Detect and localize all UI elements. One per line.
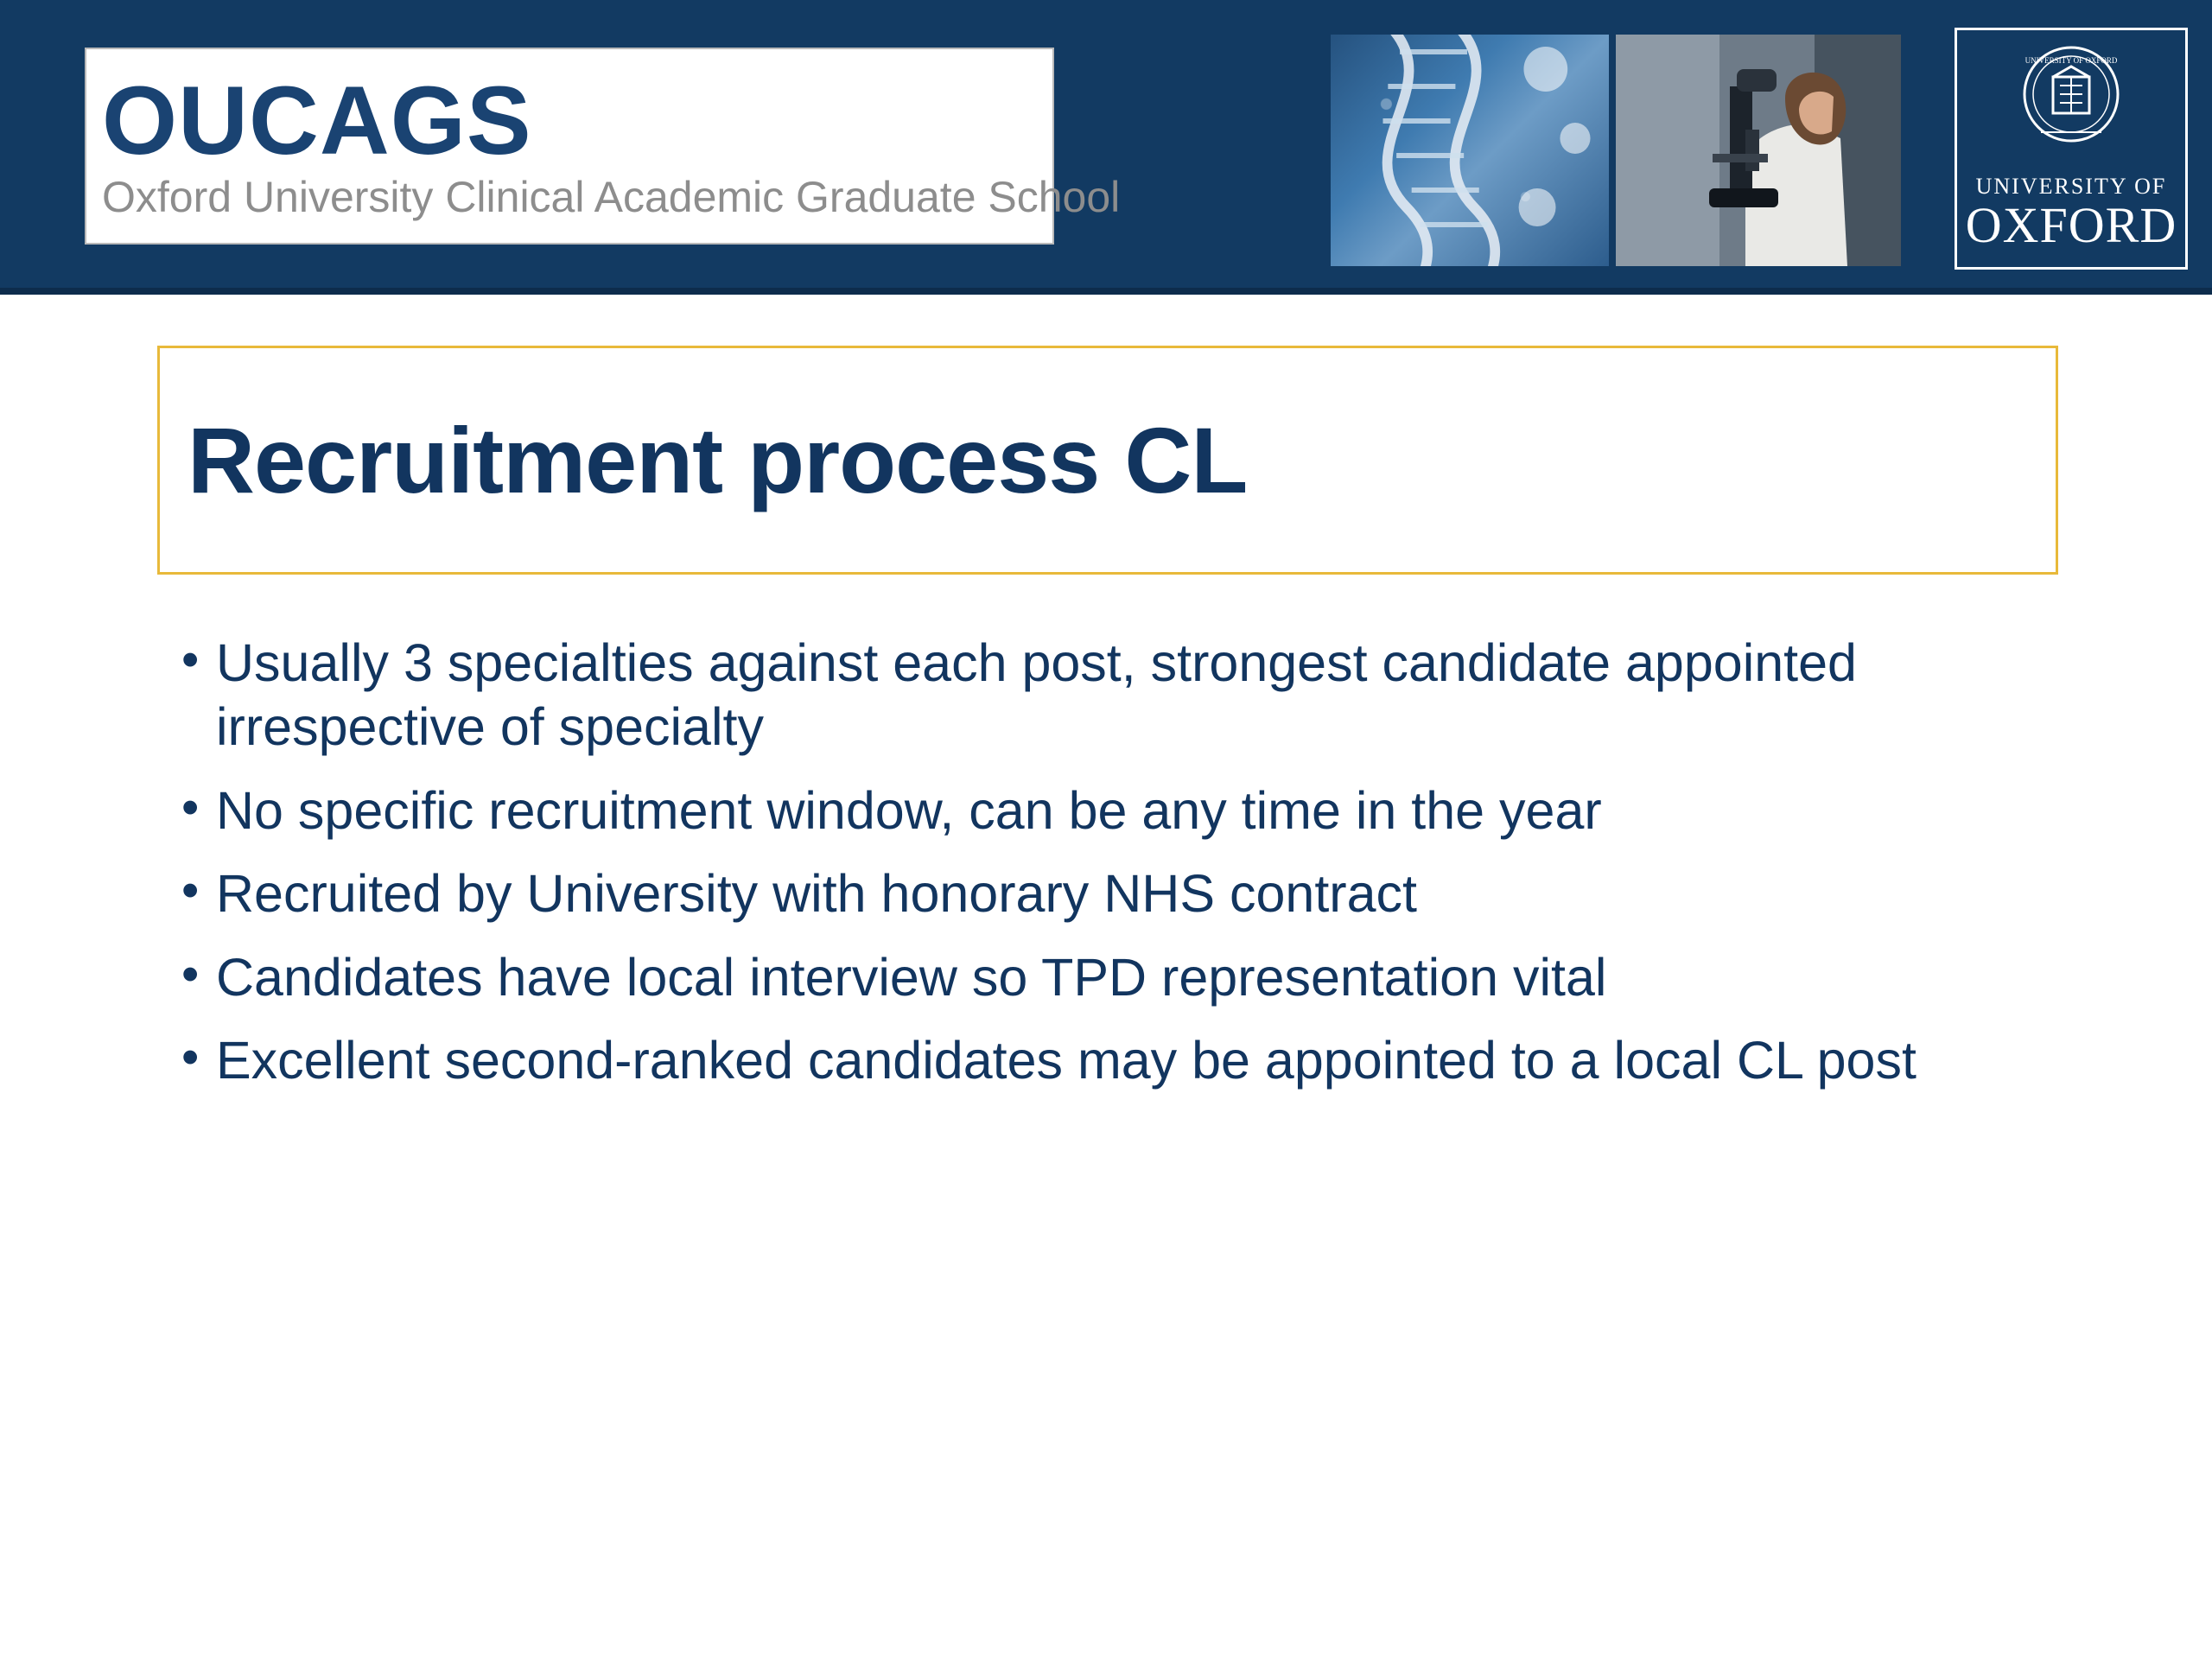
bullet-marker-icon: • <box>181 1029 200 1086</box>
microscope-icon <box>1616 35 1901 266</box>
oxford-university-of-label: UNIVERSITY OF <box>1975 174 2167 199</box>
bullet-list <box>169 631 2070 1111</box>
list-item-text: Recruited by University with honorary NHS contract <box>216 864 1417 924</box>
bullet-marker-icon: • <box>181 632 200 688</box>
header-photo-strip <box>1331 35 1908 266</box>
oxford-wordmark: OXFORD <box>1965 197 2177 253</box>
svg-text:UNIVERSITY OF OXFORD: UNIVERSITY OF OXFORD <box>2024 56 2118 65</box>
list-item-text: Excellent second-ranked candidates may be appointed to a local CL post <box>216 1031 1916 1090</box>
dna-helix-icon <box>1331 35 1609 266</box>
header-underline <box>0 288 2212 295</box>
list-item <box>169 861 2070 925</box>
oucags-logo <box>85 48 1121 245</box>
oxford-university-logo <box>1955 28 2188 270</box>
microscope-photo <box>1616 35 1901 266</box>
page-title: Recruitment process CL <box>188 408 1248 512</box>
oucags-acronym: OUCAGS <box>102 66 532 175</box>
slide-title-box <box>157 346 2058 575</box>
bullet-marker-icon: • <box>181 945 200 1002</box>
list-item-text: Usually 3 specialties against each post, strongest candidate appointed irrespective of specialty <box>216 633 1857 757</box>
dna-helix-photo <box>1331 35 1616 266</box>
bullet-marker-icon: • <box>181 779 200 836</box>
list-item <box>169 945 2070 1009</box>
list-item <box>169 1028 2070 1092</box>
list-item-text: Candidates have local interview so TPD representation vital <box>216 947 1607 1007</box>
list-item-text: No specific recruitment window, can be any time in the year <box>216 780 1602 840</box>
oxford-crest-icon <box>2015 42 2127 172</box>
bullet-marker-icon: • <box>181 862 200 919</box>
list-item <box>169 779 2070 842</box>
list-item <box>169 631 2070 760</box>
oucags-fullname: Oxford University Clinical Academic Graduate School <box>102 172 1121 221</box>
